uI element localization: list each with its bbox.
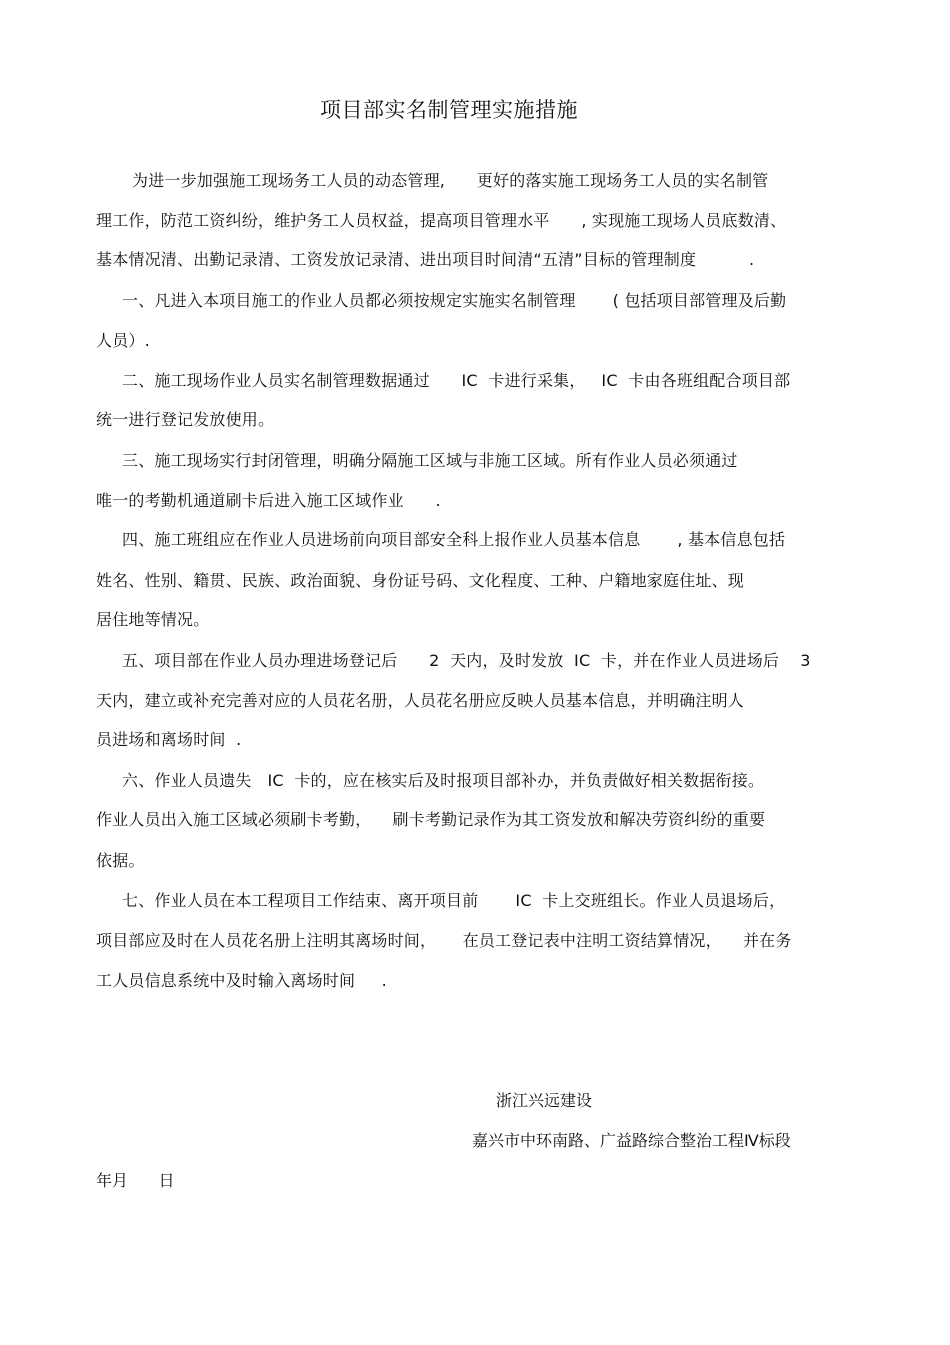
paragraph-line: 居住地等情况。 bbox=[96, 610, 210, 629]
signature-project: 嘉兴市中环南路、广益路综合整治工程Ⅳ标段 bbox=[472, 1131, 791, 1150]
paragraph-line: 理工作，防范工资纠纷，维护务工人员权益，提高项目管理水平 , 实现施工现场人员底数清、 bbox=[96, 211, 787, 230]
document-title: 项目部实名制管理实施措施 bbox=[320, 98, 578, 122]
paragraph-line: 六、作业人员遗失 IC 卡的，应在核实后及时报项目部补办，并负责做好相关数据衔接。 bbox=[122, 771, 765, 790]
signature-date: 年月 日 bbox=[96, 1171, 175, 1190]
paragraph-line: 五、项目部在作业人员办理进场登记后 2 天内，及时发放 IC 卡，并在作业人员进场后 3 bbox=[122, 651, 811, 670]
paragraph-line: 人员）. bbox=[96, 331, 150, 350]
paragraph-line: 依据。 bbox=[96, 851, 145, 870]
paragraph-line: 二、施工现场作业人员实名制管理数据通过 IC 卡进行采集， IC 卡由各班组配合项目部 bbox=[122, 371, 791, 390]
paragraph-line: 工人员信息系统中及时输入离场时间 . bbox=[96, 971, 387, 990]
paragraph-line: 姓名、性别、籍贯、民族、政治面貌、身份证号码、文化程度、工种、户籍地家庭住址、现 bbox=[96, 571, 745, 590]
paragraph-line: 四、施工班组应在作业人员进场前向项目部安全科上报作业人员基本信息 , 基本信息包括 bbox=[122, 530, 786, 549]
paragraph-line: 天内，建立或补充完善对应的人员花名册，人员花名册应反映人员基本信息，并明确注明人 bbox=[96, 691, 745, 710]
paragraph-line: 作业人员出入施工区域必须刷卡考勤， 刷卡考勤记录作为其工资发放和解决劳资纠纷的重要 bbox=[96, 810, 766, 829]
signature-company: 浙江兴远建设 bbox=[496, 1091, 593, 1110]
paragraph-line: 统一进行登记发放使用。 bbox=[96, 410, 275, 429]
paragraph-line: 七、作业人员在本工程项目工作结束、离开项目前 IC 卡上交班组长。作业人员退场后， bbox=[122, 891, 786, 910]
paragraph-line: 项目部应及时在人员花名册上注明其离场时间， 在员工登记表中注明工资结算情况， 并在务 bbox=[96, 931, 792, 950]
paragraph-line: 为进一步加强施工现场务工人员的动态管理, 更好的落实施工现场务工人员的实名制管 bbox=[132, 171, 769, 190]
paragraph-line: 基本情况清、出勤记录清、工资发放记录清、进出项目时间清“五清”目标的管理制度 . bbox=[96, 250, 755, 269]
paragraph-line: 唯一的考勤机通道刷卡后进入施工区域作业 . bbox=[96, 491, 441, 510]
paragraph-line: 员进场和离场时间 . bbox=[96, 730, 242, 749]
paragraph-line: 一、凡进入本项目施工的作业人员都必须按规定实施实名制管理 ( 包括项目部管理及后勤 bbox=[122, 291, 787, 310]
paragraph-line: 三、施工现场实行封闭管理，明确分隔施工区域与非施工区域。所有作业人员必须通过 bbox=[122, 451, 738, 470]
